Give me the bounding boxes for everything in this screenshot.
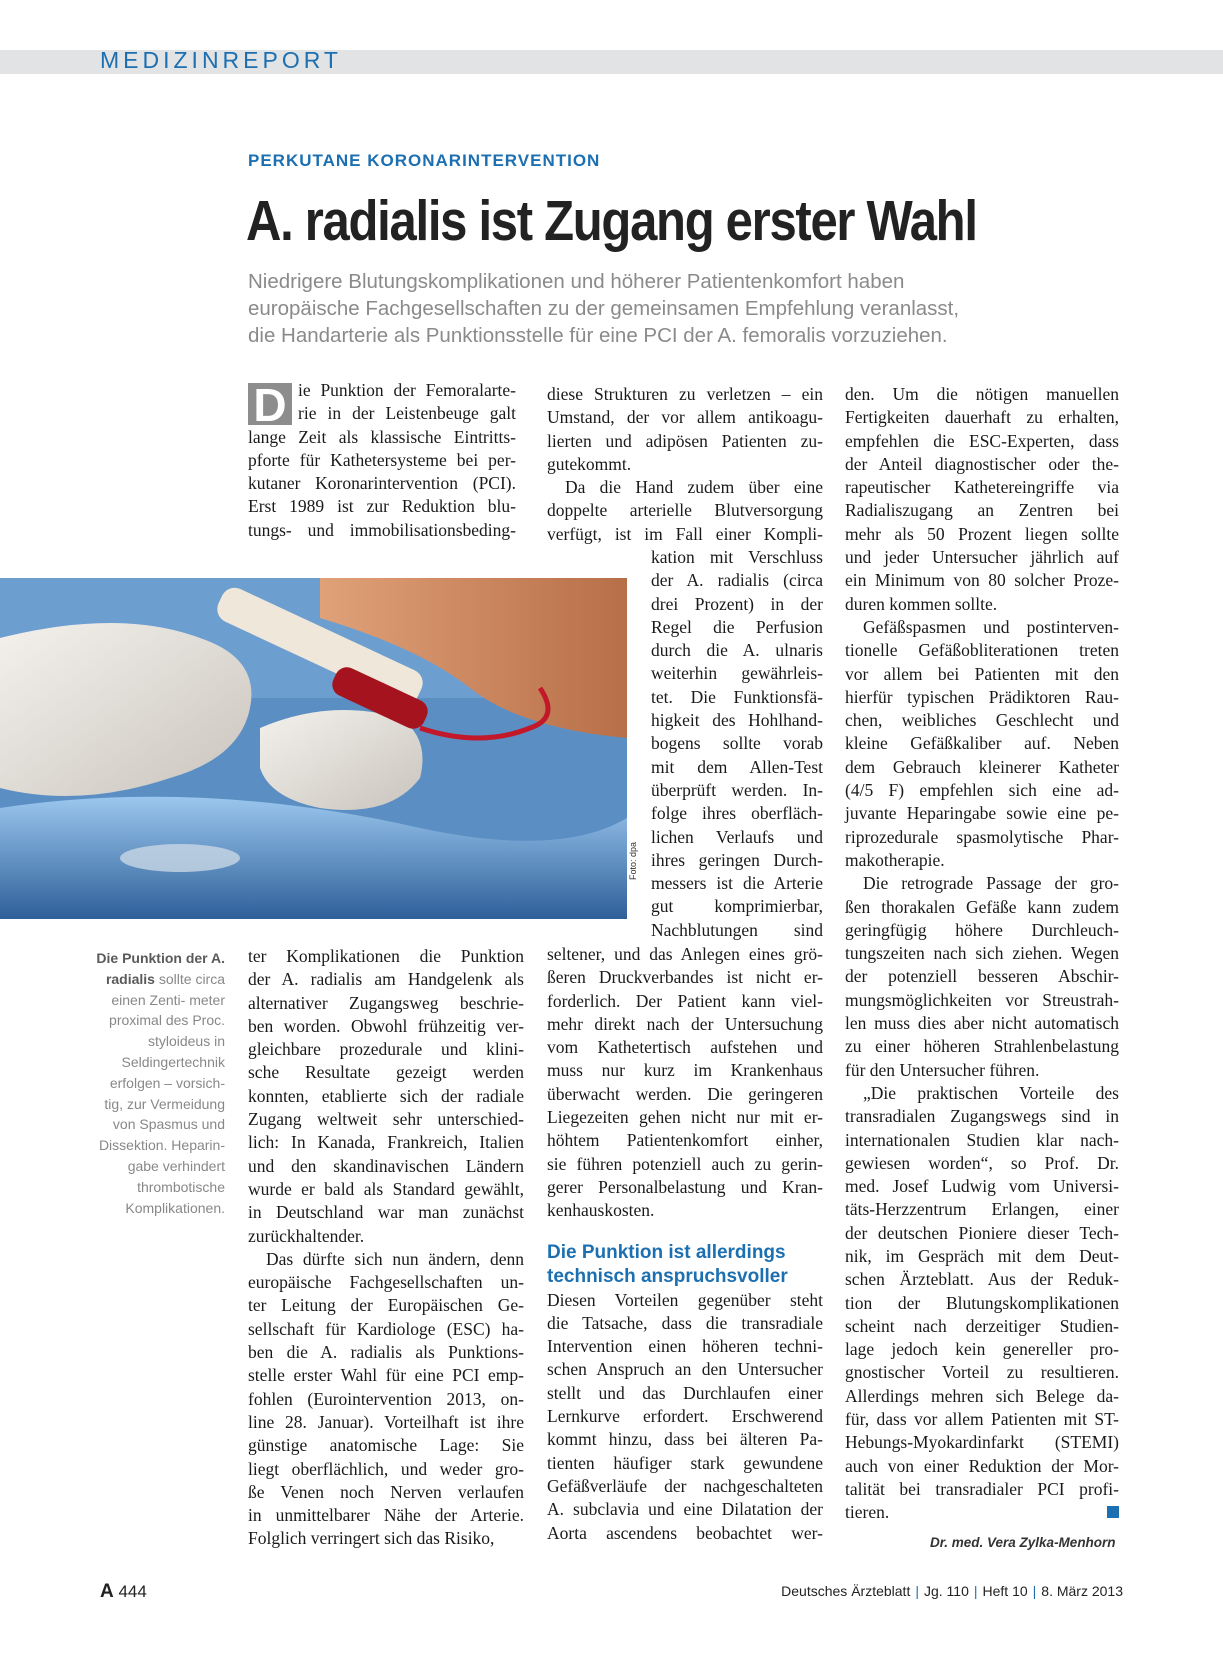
- text-line: muss nur kurz im Krankenhaus: [547, 1060, 823, 1081]
- text-line: riprozedurale spasmolytische Phar-: [845, 826, 1119, 847]
- text-line: schen Anspruch an den Untersucher: [547, 1359, 823, 1380]
- text-line: A. subclavia und eine Dilatation der: [547, 1499, 823, 1520]
- text-line: tet. Die Funktionsfä-: [651, 686, 823, 707]
- text-line: Lernkurve erfordert. Erschwerend: [547, 1406, 823, 1427]
- journal-info: Deutsches Ärzteblatt | Jg. 110 | Heft 10 | 8. März 2013: [781, 1583, 1123, 1599]
- text-line: europäische Fachgesellschaften un-: [248, 1272, 524, 1293]
- journal-volume: Jg. 110: [923, 1583, 969, 1599]
- text-line: für, dass vor allem Patienten mit ST-: [845, 1409, 1119, 1430]
- text-line: pforte für Kathetersysteme bei per-: [248, 449, 516, 470]
- text-line: tungs- und immobilisationsbeding-: [248, 519, 516, 540]
- text-line: Hebungs-Myokardinfarkt (STEMI): [845, 1432, 1119, 1453]
- section-label: MEDIZINREPORT: [100, 47, 342, 73]
- text-line: liegt oberflächlich, und weder gro-: [248, 1458, 524, 1479]
- column-2-bottom: [547, 943, 823, 1545]
- caption-text: circa einen Zenti-: [111, 970, 225, 1008]
- text-line: med. Josef Ludwig vom Universi-: [845, 1176, 1119, 1197]
- text-line: Diesen Vorteilen gegenüber steht: [547, 1289, 823, 1310]
- drop-cap: D: [248, 383, 292, 425]
- text-line: Allerdings mehren sich Belege da-: [845, 1385, 1119, 1406]
- text-line: täts-Herzzentrum Erlangen, einer: [845, 1199, 1119, 1220]
- text-line: ie Punktion der Femoralarte-: [298, 380, 516, 400]
- caption-text: von Spasmus und: [112, 1116, 225, 1133]
- text-line: Zugang weltweit sehr unterschied-: [248, 1109, 524, 1130]
- text-line: diese Strukturen zu verletzen – ein: [547, 384, 823, 404]
- text-line: konnten, etablierte sich der radiale: [248, 1085, 524, 1106]
- caption-text: meter proximal des: [109, 991, 225, 1029]
- text-line: chen, weibliches Geschlecht und: [845, 710, 1119, 731]
- text-line: die Tatsache, dass die transradiale: [547, 1312, 823, 1333]
- text-line: der Anteil diagnostischer oder the-: [845, 453, 1119, 474]
- subheading-line: Die Punktion ist allerdings: [547, 1241, 786, 1263]
- section-subheading: [547, 1241, 823, 1289]
- subheading-line: technisch anspruchsvoller: [547, 1265, 788, 1287]
- text-line: doppelte arterielle Blutversorgung: [547, 500, 823, 521]
- text-line: sellschaft für Kardiologe (ESC) ha-: [248, 1318, 524, 1339]
- text-line: Intervention einen höheren techni-: [547, 1336, 823, 1357]
- caption-text: gabe verhindert: [127, 1157, 225, 1174]
- text-line: tienten häufiger stark gewundene: [547, 1452, 823, 1473]
- text-line: higkeit des Hohlhand-: [651, 710, 823, 731]
- page-prefix: A: [100, 1581, 114, 1602]
- article-subtitle: [248, 268, 1118, 349]
- text-line: makotherapie.: [845, 849, 945, 870]
- text-line: empfehlen die ESC-Experten, dass: [845, 430, 1119, 451]
- text-line: in Deutschland war man zunächst: [248, 1202, 524, 1223]
- text-line: der A. radialis (circa: [651, 570, 823, 591]
- text-line: vom Kathetertisch aufstehen und: [547, 1037, 823, 1058]
- journal-issue: Heft 10: [982, 1583, 1028, 1599]
- text-line: Radialiszugang an Zentren bei: [845, 500, 1119, 521]
- caption-text: tig, zur Vermeidung: [104, 1095, 225, 1112]
- text-line: Das dürfte sich nun ändern, denn: [266, 1248, 524, 1269]
- text-line: nik, im Gespräch mit dem Deut-: [845, 1245, 1119, 1266]
- text-line: dem Gebrauch kleinerer Katheter: [845, 756, 1119, 777]
- column-3: [845, 383, 1119, 1525]
- text-line: ße Venen noch Nerven verlaufen: [248, 1481, 524, 1502]
- caption-text: Komplikationen.: [125, 1199, 225, 1216]
- text-line: Aorta ascendens beobachtet wer-: [547, 1522, 823, 1543]
- caption-text: sollte: [158, 970, 196, 987]
- caption-text: thrombotische: [137, 1178, 225, 1195]
- text-line: gut komprimierbar,: [651, 896, 823, 917]
- text-line: sche Resultate gezeigt werden: [248, 1062, 524, 1083]
- article-kicker: PERKUTANE KORONARINTERVENTION: [248, 151, 601, 170]
- caption-text: Seldingertechnik: [121, 1053, 225, 1070]
- text-line: verfügt, ist im Fall einer Kompli-: [547, 523, 823, 544]
- text-line: duren kommen sollte.: [845, 593, 998, 614]
- text-line: gleichbare prozedurale und klini-: [248, 1039, 524, 1060]
- text-line: scheint nach derzeitiger Studien-: [845, 1315, 1119, 1336]
- text-line: schen Ärzteblatt. Aus der Reduk-: [845, 1269, 1119, 1290]
- text-line: alternativer Zugangsweg beschrie-: [248, 992, 524, 1013]
- text-line: geringfügig höhere Durchleuch-: [845, 919, 1119, 940]
- text-line: ben worden. Obwohl frühzeitig ver-: [248, 1015, 524, 1036]
- caption-lead: Die Punktion der A. radialis: [96, 950, 225, 987]
- subtitle-line: die Handarterie als Punktionsstelle für eine PCI der A. femoralis vorzuziehen.: [248, 324, 948, 347]
- text-line: überwacht werden. Die geringeren: [547, 1083, 823, 1104]
- caption-text: Proc. styloideus in: [147, 1012, 225, 1050]
- text-line: drei Prozent) in der: [651, 593, 823, 614]
- text-line: bogens sollte vorab: [651, 733, 823, 754]
- text-line: für den Untersucher führen.: [845, 1059, 1040, 1080]
- text-line: und jeder Untersucher jährlich auf: [845, 547, 1119, 568]
- text-line: lange Zeit als klassische Eintritts-: [248, 426, 516, 447]
- subtitle-line: Niedrigere Blutungskomplikationen und höherer Patientenkomfort haben: [248, 270, 905, 293]
- text-line: line 28. Januar). Vorteilhaft ist ihre: [248, 1411, 524, 1432]
- text-line: günstige anatomische Lage: Sie: [248, 1435, 524, 1456]
- text-line: Nachblutungen sind: [651, 919, 823, 940]
- text-line: vor allem bei Patienten mit den: [845, 663, 1119, 684]
- text-line: überprüft werden. In-: [651, 779, 823, 800]
- text-line: kation mit Verschluss: [651, 547, 823, 567]
- text-line: ben die A. radialis als Punktions-: [248, 1342, 524, 1363]
- text-line: tionelle Gefäßobliterationen treten: [845, 640, 1119, 661]
- text-line: kommt hinzu, dass bei älteren Pa-: [547, 1429, 823, 1450]
- text-line: weiterhin gewährleis-: [651, 663, 823, 684]
- article-author: Dr. med. Vera Zylka-Menhorn: [930, 1535, 1116, 1550]
- text-line: forderlich. Der Patient kann viel-: [547, 990, 823, 1011]
- text-line: folge ihres oberfläch-: [651, 803, 823, 824]
- text-line: hierfür typischen Prädiktoren Rau-: [845, 686, 1119, 707]
- text-line: zu einer höheren Strahlenbelastung: [845, 1036, 1119, 1057]
- text-line: transradialen Zugangswegs sind in: [845, 1106, 1119, 1127]
- text-line: gutekommt.: [547, 453, 632, 474]
- text-line: messers ist die Arterie: [651, 873, 823, 894]
- text-line: wurde er bald als Standard gewählt,: [248, 1178, 524, 1199]
- column-1-top: [248, 379, 516, 542]
- text-line: „Die praktischen Vorteile des: [863, 1082, 1119, 1103]
- text-line: auch von einer Reduktion der Mor-: [845, 1455, 1119, 1476]
- text-line: internationalen Studien klar nach-: [845, 1129, 1119, 1150]
- text-line: Regel die Perfusion: [651, 616, 823, 637]
- text-line: Gefäßspasmen und postinterven-: [863, 616, 1119, 637]
- text-line: durch die A. ulnaris: [651, 640, 823, 661]
- text-line: tungszeiten nach sich ziehen. Wegen: [845, 943, 1119, 964]
- text-line: stellt und das Durchlaufen einer: [547, 1382, 823, 1403]
- text-line: gerer Personalbelastung und Kran-: [547, 1176, 823, 1197]
- text-line: Umstand, der vor allem antikoagu-: [547, 407, 823, 428]
- text-line: Die retrograde Passage der gro-: [863, 873, 1119, 894]
- text-line: Da die Hand zudem über eine: [565, 477, 823, 498]
- text-line: mehr direkt nach der Untersuchung: [547, 1013, 823, 1034]
- text-line: len muss dies aber nicht automatisch: [845, 1013, 1119, 1034]
- subtitle-line: europäische Fachgesellschaften zu der gemeinsamen Empfehlung veranlasst,: [248, 297, 960, 320]
- caption-text: erfolgen – vorsich-: [109, 1074, 225, 1091]
- catheter-procedure-image: [0, 578, 627, 919]
- text-line: ßen thorakalen Gefäße kann zudem: [845, 896, 1119, 917]
- text-line: tion der Blutungskomplikationen: [845, 1292, 1119, 1313]
- page-number-value: 444: [118, 1582, 147, 1601]
- text-line: rapeutischer Kathetereingriffe via: [845, 477, 1119, 498]
- text-line: der A. radialis am Handgelenk als: [248, 969, 524, 990]
- text-line: in unmittelbarer Nähe der Arterie.: [248, 1505, 524, 1526]
- text-line: tieren.: [845, 1501, 1119, 1524]
- text-line: Folglich verringert sich das Risiko,: [248, 1528, 495, 1549]
- text-line: rie in der Leistenbeuge galt: [298, 403, 516, 424]
- text-line: Erst 1989 ist zur Reduktion blu-: [248, 496, 516, 517]
- text-line: kenhauskosten.: [547, 1200, 655, 1221]
- article-end-mark: [1107, 1506, 1119, 1518]
- photo-caption: [95, 948, 225, 1218]
- text-line: ßeren Druckverbandes ist nicht er-: [547, 967, 823, 988]
- article-title: A. radialis ist Zugang erster Wahl: [246, 189, 977, 253]
- text-line: höhtem Patientenkomfort einher,: [547, 1130, 823, 1151]
- text-line: gewiesen worden“, so Prof. Dr.: [845, 1152, 1119, 1173]
- text-line: lichen Verlaufs und: [651, 826, 823, 847]
- text-line: und den skandinavischen Ländern: [248, 1155, 524, 1176]
- journal-date: 8. März 2013: [1041, 1583, 1123, 1599]
- text-line: Liegezeiten gehen nicht nur mit er-: [547, 1107, 823, 1128]
- text-line: mit dem Allen-Test: [651, 756, 823, 777]
- text-line: der potenziell besseren Abschir-: [845, 966, 1119, 987]
- text-line: gnostischer Vorteil zu resultieren.: [845, 1362, 1119, 1383]
- text-line: kleine Gefäßkaliber auf. Neben: [845, 733, 1119, 754]
- text-line: den. Um die nötigen manuellen: [845, 384, 1119, 404]
- text-line: seltener, und das Anlegen eines grö-: [547, 944, 823, 964]
- text-line: lage jedoch kein genereller pro-: [845, 1339, 1119, 1360]
- text-line: lich: In Kanada, Frankreich, Italien: [248, 1132, 524, 1153]
- article-photo: [0, 578, 627, 919]
- text-line: mungsmöglichkeiten vor Streustrah-: [845, 989, 1119, 1010]
- caption-text: Dissektion. Heparin-: [98, 1137, 225, 1154]
- text-line: Gefäßverläufe der nachgeschalteten: [547, 1475, 823, 1496]
- text-line: sie führen potenziell auch zu gerin-: [547, 1153, 823, 1174]
- text-line: (4/5 F) empfehlen sich eine ad-: [845, 780, 1119, 801]
- text-line: ter Leitung der Europäischen Ge-: [248, 1295, 524, 1316]
- page-number: [100, 1581, 147, 1603]
- text-line: ter Komplikationen die Punktion: [248, 946, 524, 966]
- text-line: stelle erster Wahl für eine PCI emp-: [248, 1365, 524, 1386]
- text-line: ein Minimum von 80 solcher Proze-: [845, 570, 1119, 591]
- text-line: der deutschen Pioniere dieser Tech-: [845, 1222, 1119, 1243]
- column-1-bottom: [248, 945, 524, 1551]
- text-line: fohlen (Eurointervention 2013, on-: [248, 1388, 524, 1409]
- text-line: Fertigkeiten dauerhaft zu erhalten,: [845, 407, 1119, 428]
- text-line: kutaner Koronarintervention (PCI).: [248, 473, 516, 494]
- text-line: juvante Heparingabe sowie eine pe-: [845, 803, 1119, 824]
- text-line: talität bei transradialer PCI profi-: [845, 1478, 1119, 1499]
- column-2-top: [547, 383, 823, 546]
- text-line: zurückhaltender.: [248, 1225, 365, 1246]
- journal-name: Deutsches Ärzteblatt: [781, 1583, 911, 1599]
- text-line: mehr als 50 Prozent liegen sollte: [845, 523, 1119, 544]
- text-line: lierten und adipösen Patienten zu-: [547, 430, 823, 451]
- column-2-narrow: [651, 546, 823, 942]
- text-line: ihres geringen Durch-: [651, 849, 823, 870]
- photo-credit: Foto: dpa: [628, 841, 638, 880]
